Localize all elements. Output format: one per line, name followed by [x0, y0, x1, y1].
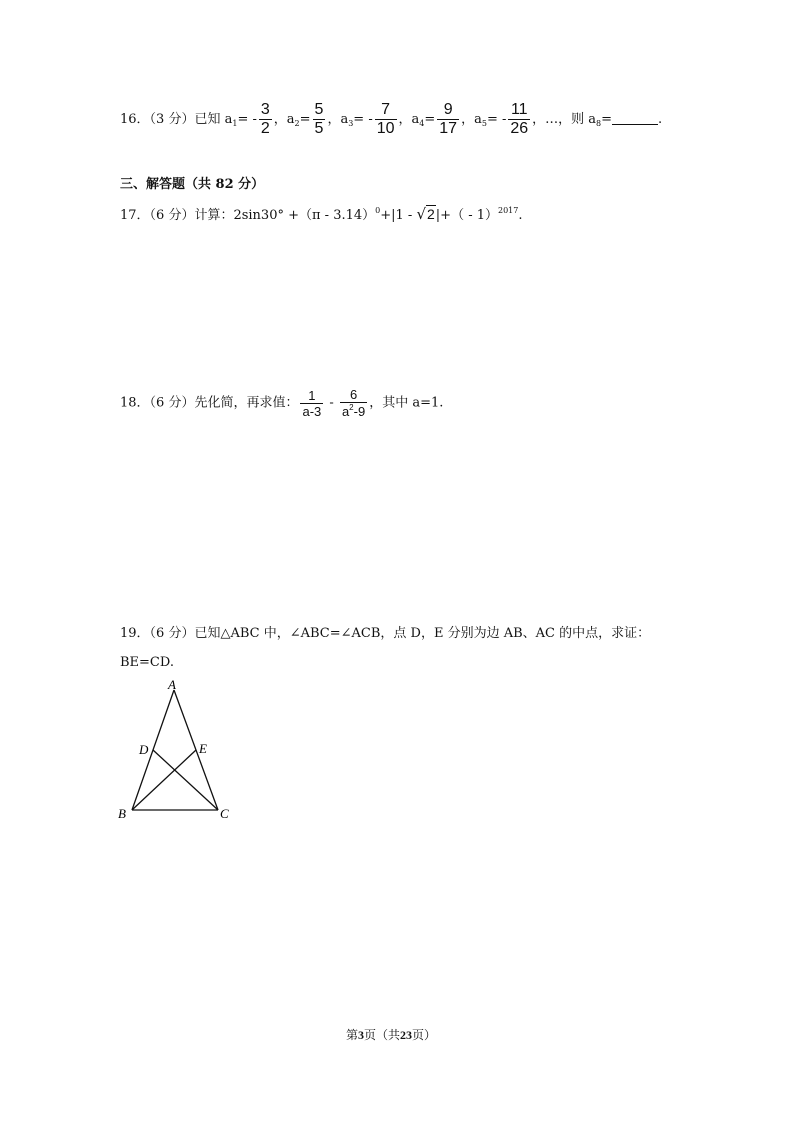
question-18: 18．（6 分）先化简，再求值： $\frac{1}{a-3}$ - $\frac{6}{a^2-9}$ ，其中 a=1.	[120, 387, 444, 419]
question-number: 18．	[120, 395, 150, 411]
question-16: 16．（3 分）已知 $a_1=$ - $\frac{3}{2}$ ，$a_2=$ $\frac{5}{5}$ ，$a_3=$ - $\frac{7}{10}$ ，$a_4=$ $\frac{9}{17}$ ，$a_5=$ - $\frac{11}{26}$ ，…，则 $a_8=$ .	[120, 101, 663, 137]
sqrt-symbol: √2	[416, 205, 435, 223]
question-score: （6 分）	[149, 395, 195, 411]
page-number: 3	[358, 1028, 365, 1042]
label-c: C	[220, 806, 229, 821]
question-number: 16．	[120, 112, 150, 127]
question-number: 17．	[120, 208, 150, 223]
question-score: （3 分）	[149, 112, 195, 127]
question-17: 17．（6 分）计算：2sin30° +（π - 3.14）$^0$+|1 - √2|+（ - 1）$^{2017}$.	[120, 205, 523, 223]
label-d: D	[139, 742, 149, 757]
section-heading: 三、解答题（共 82 分）	[120, 177, 265, 192]
fraction-term-1: $\frac{1}{a-3}$	[302, 387, 322, 419]
fraction-term-2: $\frac{6}{a^2-9}$	[341, 387, 366, 419]
question-score: （6 分）	[149, 208, 195, 223]
fraction-a5: $\frac{11}{26}$	[510, 101, 529, 137]
question-number: 19．	[120, 626, 150, 641]
question-score: （6 分）	[149, 626, 195, 641]
label-a: A	[168, 678, 176, 692]
fraction-a3: $\frac{7}{10}$	[376, 101, 395, 137]
fraction-a4: $\frac{9}{17}$	[439, 101, 458, 137]
fraction-a1: $\frac{3}{2}$	[260, 101, 270, 137]
question-19-line-2: BE=CD.	[120, 655, 174, 670]
triangle-figure	[112, 678, 252, 828]
page-footer: 第3页（共23页）	[346, 1028, 437, 1042]
fraction-a2: $\frac{5}{5}$	[314, 101, 324, 137]
answer-blank[interactable]	[612, 112, 658, 125]
question-19: 19．（6 分）已知△ABC 中，∠ABC=∠ACB，点 D，E 分别为边 AB、AC 的中点，求证：	[120, 626, 651, 641]
label-b: B	[118, 806, 126, 821]
total-pages: 23	[400, 1028, 413, 1042]
label-e: E	[199, 741, 207, 756]
